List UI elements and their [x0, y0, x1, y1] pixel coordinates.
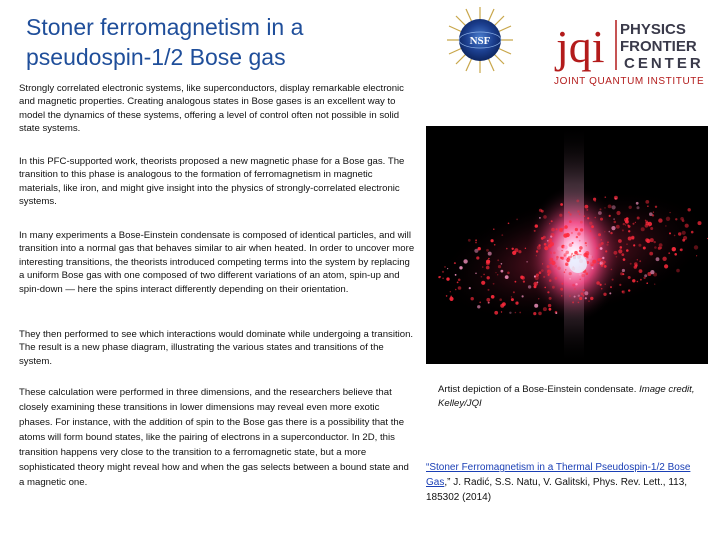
jqi-letters: jqi	[556, 21, 605, 72]
pfc-line-1: PHYSICS	[620, 21, 686, 38]
bose-einstein-condensate-image	[426, 126, 708, 364]
institute-name: JOINT QUANTUM INSTITUTE	[554, 76, 705, 87]
reference-citation	[426, 460, 711, 505]
nsf-logo-text: NSF	[469, 35, 491, 47]
page-title: Stoner ferromagnetism in a pseudospin-1/2 Bose gas	[26, 14, 304, 70]
reference-link[interactable]: “Stoner Ferromagnetism in a Thermal Pseudospin-1/2 Bose Gas	[426, 462, 691, 488]
caption-text: Artist depiction of a Bose-Einstein condensate.	[438, 384, 640, 395]
pfc-line-2: FRONTIER	[620, 38, 697, 55]
paragraph-dimensions: These calculation were performed in three dimensions, and the researchers believe that closely examining these transitions in lower dimensions may reveal even more exotic phases. For instance, with the addition of spin to the Bose gas there is a possibility that the atoms will form bound states, like the pairing of electrons in a superconductor. In 2D, this transition happens very close to the transition to a ferromagnetic state, but a more sophisticated theory might reveal how and when the gas selects between a bound state and a magnetic one.	[19, 387, 409, 488]
jqi-pfc-logo	[554, 14, 714, 89]
reference-details: ,” J. Radić, S.S. Natu, V. Galitski, Phys. Rev. Lett., 113, 185302 (2014)	[426, 477, 688, 503]
paragraph-intro: Strongly correlated electronic systems, like superconductors, display remarkable electronic and magnetic properties. Creating analogous states in Bose gases is an excellent way to model the dynamics of these systems, offering a level of control often not possible in solid state systems.	[19, 83, 404, 135]
condensate-illustration	[426, 126, 708, 364]
pfc-line-3: CENTER	[624, 55, 704, 72]
paragraph-pfc-work: In this PFC-supported work, theorists proposed a new magnetic phase for a Bose gas. The transition to this phase is analogous to the formation of ferromagnetism in magnetic materials, like iron, and might give insight into the physics of strongly-correlated electronic systems.	[19, 156, 405, 208]
paragraph-interactions: They then performed to see which interactions would dominate while undergoing a transition. The result is a new phase diagram, illustrating the various states and transitions of the system.	[19, 329, 414, 367]
caption-credit: Image credit, Kelley/JQI	[438, 384, 695, 409]
image-caption	[438, 383, 708, 410]
logo-group	[446, 6, 718, 86]
paragraph-experiments: In many experiments a Bose-Einstein condensate is composed of identical particles, and will transition into a normal gas that behaves similar to air when heated. In order to uncover more interesting transitions, the theorists introduced competing terms into the system by replacing a uniform Bose gas with one composed of two different variations of an atom, spin-up and spin-down — here the spins interact differently depending on their orientation.	[19, 230, 415, 295]
nsf-logo	[446, 6, 514, 74]
